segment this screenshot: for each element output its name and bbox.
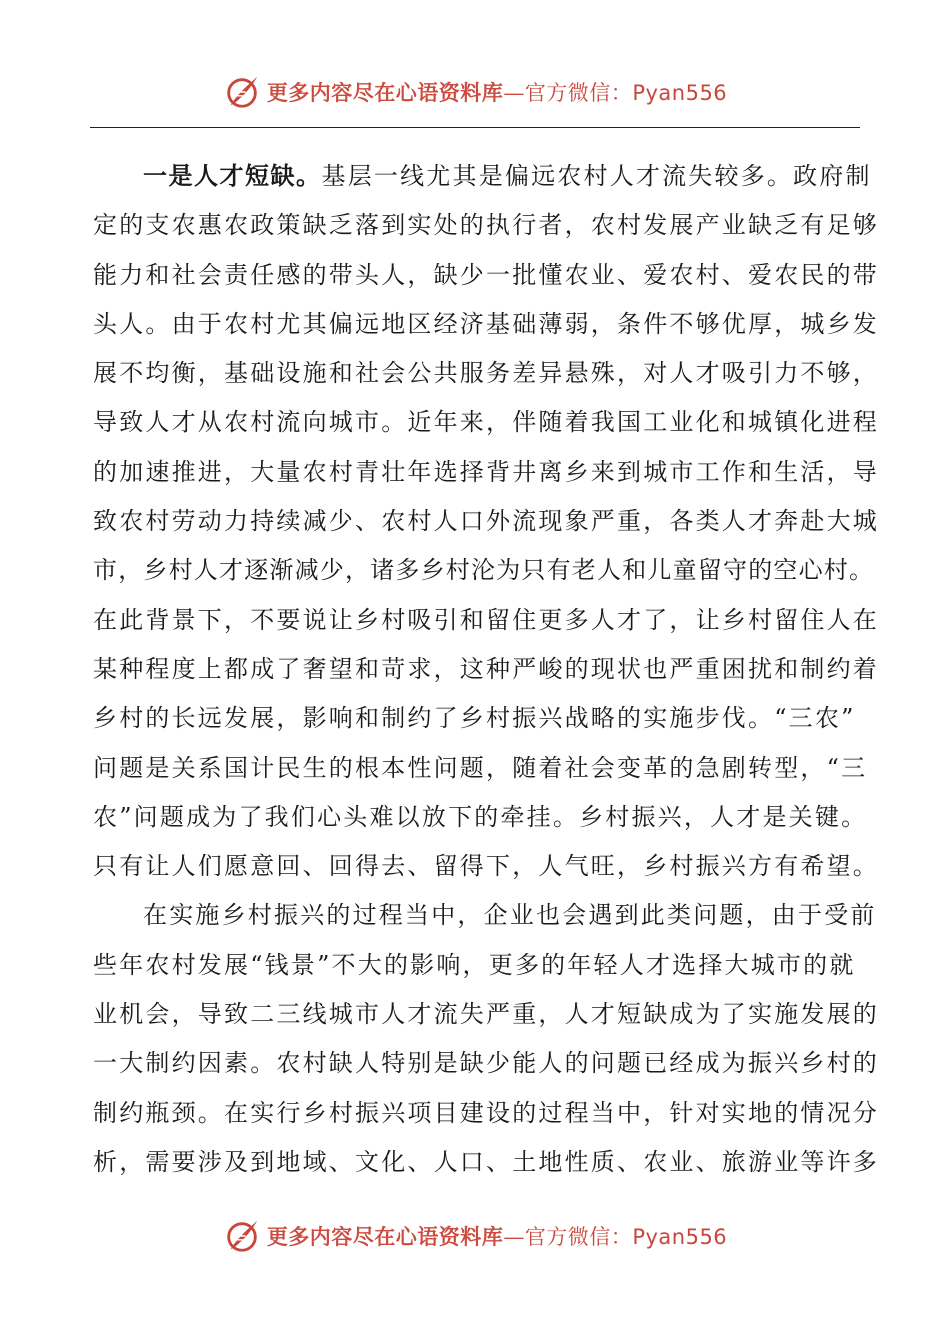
- header-banner-wechat-label: 官方微信：: [524, 81, 633, 105]
- header-banner-text: [267, 77, 727, 107]
- paragraph-1-line: 农”问题成为了我们心头难以放下的牵挂。乡村振兴，人才是关键。: [93, 802, 868, 831]
- paragraph-1-line: 只有让人们愿意回、回得去、留得下，人气旺，乡村振兴方有希望。: [93, 852, 879, 881]
- paragraph-1-line: 的加速推进，大量农村青壮年选择背井离乡来到城市工作和生活，导: [93, 457, 879, 486]
- paragraph-2-line: 一大制约因素。农村缺人特别是缺少能人的问题已经成为振兴乡村的: [93, 1049, 879, 1078]
- paragraph-1-line: 展不均衡，基础设施和社会公共服务差异悬殊，对人才吸引力不够，: [93, 359, 879, 388]
- paragraph-1-lead: 一是人才短缺。: [143, 162, 322, 190]
- footer-banner-wechat-label: 官方微信：: [524, 1225, 633, 1249]
- paragraph-1-line: 能力和社会责任感的带头人，缺少一批懂农业、爱农村、爱农民的带: [93, 260, 879, 289]
- paragraph-2-line: 些年农村发展“钱景”不大的影响，更多的年轻人才选择大城市的就: [93, 950, 856, 979]
- paragraph-1-line: 头人。由于农村尤其偏远地区经济基础薄弱，条件不够优厚，城乡发: [93, 309, 879, 338]
- paragraph-1-line: 问题是关系国计民生的根本性问题，随着社会变革的急剧转型，“三: [93, 753, 868, 782]
- header-banner-wechat-id: Pyan556: [632, 81, 728, 105]
- paragraph-2-line: 业机会，导致二三线城市人才流失严重，人才短缺成为了实施发展的: [93, 1000, 879, 1029]
- footer-banner-text: [267, 1221, 727, 1251]
- header-banner: [0, 70, 950, 114]
- header-banner-dash: —: [503, 81, 525, 105]
- paragraph-1-line: 某种程度上都成了奢望和苛求，这种严峻的现状也严重困扰和制约着: [93, 654, 879, 683]
- header-banner-library: 更多内容尽在心语资料库: [266, 80, 504, 105]
- header-divider: [90, 127, 860, 128]
- paragraph-1-line-1: [93, 152, 872, 201]
- document-body: [93, 152, 879, 1187]
- quill-seal-logo-icon: [223, 1217, 261, 1255]
- quill-seal-logo-icon: [223, 73, 261, 111]
- paragraph-1-line: 导致人才从农村流向城市。近年来，伴随着我国工业化和城镇化进程: [93, 408, 879, 437]
- paragraph-1-text: 基层一线尤其是偏远农村人才流失较多。政府制: [321, 162, 872, 190]
- paragraph-1-line: 乡村的长远发展，影响和制约了乡村振兴战略的实施步伐。“三农”: [93, 704, 856, 733]
- footer-banner-wechat-id: Pyan556: [632, 1225, 728, 1249]
- paragraph-2-line: 制约瓶颈。在实行乡村振兴项目建设的过程当中，针对实地的情况分: [93, 1098, 879, 1127]
- paragraph-1-line: 致农村劳动力持续减少、农村人口外流现象严重，各类人才奔赴大城: [93, 507, 879, 536]
- paragraph-2-line: 析，需要涉及到地域、文化、人口、土地性质、农业、旅游业等许多: [93, 1147, 879, 1176]
- paragraph-1-line: 市，乡村人才逐渐减少，诸多乡村沦为只有老人和儿童留守的空心村。: [93, 556, 875, 585]
- footer-banner-library: 更多内容尽在心语资料库: [266, 1224, 504, 1249]
- paragraph-2-line: 在实施乡村振兴的过程当中，企业也会遇到此类问题，由于受前: [143, 901, 877, 930]
- footer-banner-dash: —: [503, 1225, 525, 1249]
- paragraph-1-line: 在此背景下，不要说让乡村吸引和留住更多人才了，让乡村留住人在: [93, 605, 879, 634]
- footer-banner: [0, 1214, 950, 1258]
- paragraph-1-line: 定的支农惠农政策缺乏落到实处的执行者，农村发展产业缺乏有足够: [93, 211, 879, 240]
